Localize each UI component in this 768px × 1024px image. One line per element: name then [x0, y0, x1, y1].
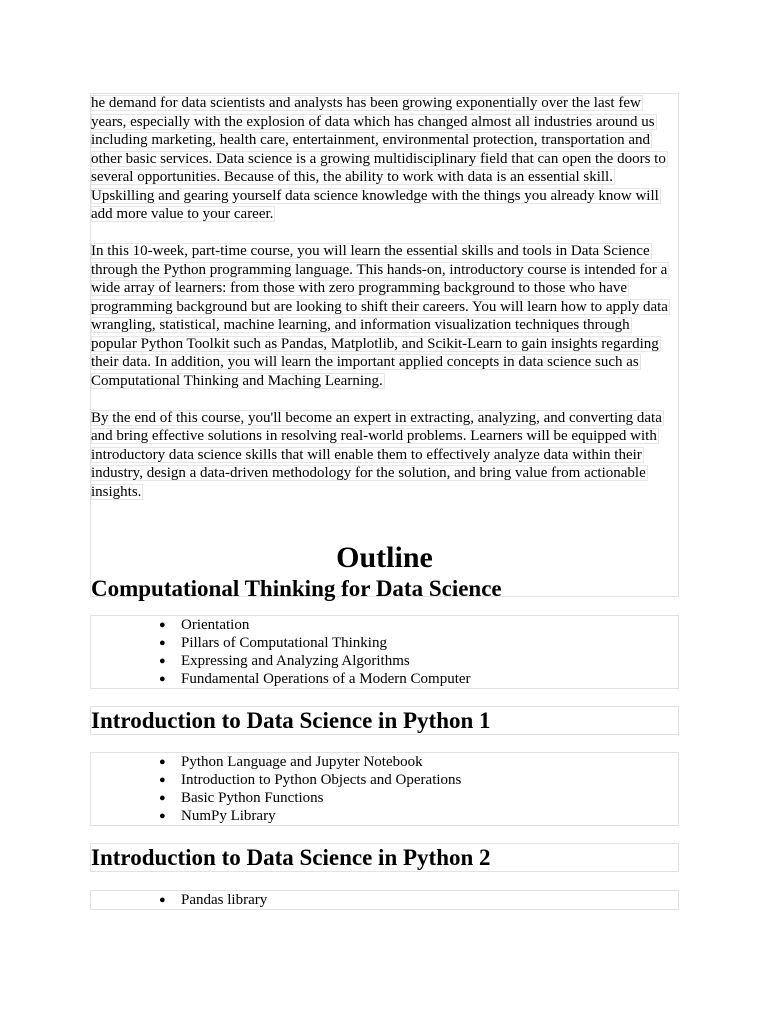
list-item: ● Introduction to Python Objects and Operations [159, 772, 462, 788]
list-item: ● Expressing and Analyzing Algorithms [159, 653, 410, 669]
text-line: years, especially with the explosion of data which has changed almost all industries around us [91, 113, 655, 130]
intro-paragraph-1 [91, 94, 678, 224]
bullet-icon: ● [159, 637, 166, 649]
section-heading-box-python-2 [90, 843, 679, 872]
text-line: he demand for data scientists and analysts has been growing exponentially over the last few [91, 95, 641, 111]
text-line: and bring effective solutions in resolving real-world problems. Learners will be equipped with [91, 428, 657, 444]
text-line: several opportunities. Because of this, the ability to work with data is an essential skill. [91, 169, 613, 185]
section-heading-box-python-1 [90, 706, 679, 735]
bullet-icon: ● [159, 894, 166, 906]
text-line: By the end of this course, you'll become an expert in extracting, analyzing, and converting data [91, 409, 662, 426]
bullet-icon: ● [159, 792, 166, 804]
text-line: other basic services. Data science is a growing multidisciplinary field that can open the doors to [91, 150, 666, 167]
bullet-icon: ● [159, 756, 166, 768]
bullet-icon: ● [159, 655, 166, 667]
section-heading-python-2: Introduction to Data Science in Python 2 [91, 845, 491, 870]
list-item: ● NumPy Library [159, 808, 276, 824]
intro-paragraph-3 [91, 409, 678, 502]
bullet-icon: ● [159, 774, 166, 786]
text-line: In this 10-week, part-time course, you will learn the essential skills and tools in Data Science [91, 243, 650, 259]
outline-title: Outline [336, 541, 433, 574]
section-list-python-2 [90, 890, 679, 910]
document-page [90, 93, 679, 910]
list-item: ● Pandas library [159, 892, 268, 908]
text-line: insights. [91, 483, 142, 500]
text-line: programming background but are looking to shift their careers. You will learn how to apply data [91, 298, 668, 315]
text-line: through the Python programming language. This hands-on, introductory course is intended for a [91, 261, 668, 278]
text-line: wide array of learners: from those with zero programming background to those who have [91, 280, 628, 296]
list-item: ● Pillars of Computational Thinking [159, 635, 387, 651]
text-line: wrangling, statistical, machine learning, and information visualization techniques through [91, 317, 630, 333]
section-list-computational-thinking [90, 615, 679, 689]
text-line: popular Python Toolkit such as Pandas, Matplotlib, and Scikit-Learn to gain insights regarding [91, 335, 659, 352]
bullet-icon: ● [159, 810, 166, 822]
intro-paragraph-2 [91, 242, 678, 390]
text-line: their data. In addition, you will learn the important applied concepts in data science such as [91, 354, 639, 370]
bullet-icon: ● [159, 619, 166, 631]
section-heading-python-1: Introduction to Data Science in Python 1 [91, 708, 491, 733]
text-line: Upskilling and gearing yourself data science knowledge with the things you already know will [91, 187, 659, 204]
text-line: introductory data science skills that will enable them to effectively analyze data within their [91, 446, 642, 463]
list-item: ● Basic Python Functions [159, 790, 324, 806]
text-line: add more value to your career. [91, 206, 274, 222]
bullet-icon: ● [159, 673, 166, 685]
text-line: Computational Thinking and Maching Learning. [91, 372, 383, 389]
list-item: ● Python Language and Jupyter Notebook [159, 754, 423, 770]
list-item: ● Orientation [159, 617, 250, 633]
text-line: including marketing, health care, entertainment, environmental protection, transportation and [91, 132, 650, 148]
list-item: ● Fundamental Operations of a Modern Computer [159, 671, 471, 687]
section-list-python-1 [90, 752, 679, 826]
text-line: industry, design a data-driven methodology for the solution, and bring value from actionable [91, 465, 646, 481]
intro-section [90, 93, 679, 601]
section-heading-computational-thinking: Computational Thinking for Data Science [91, 576, 502, 601]
